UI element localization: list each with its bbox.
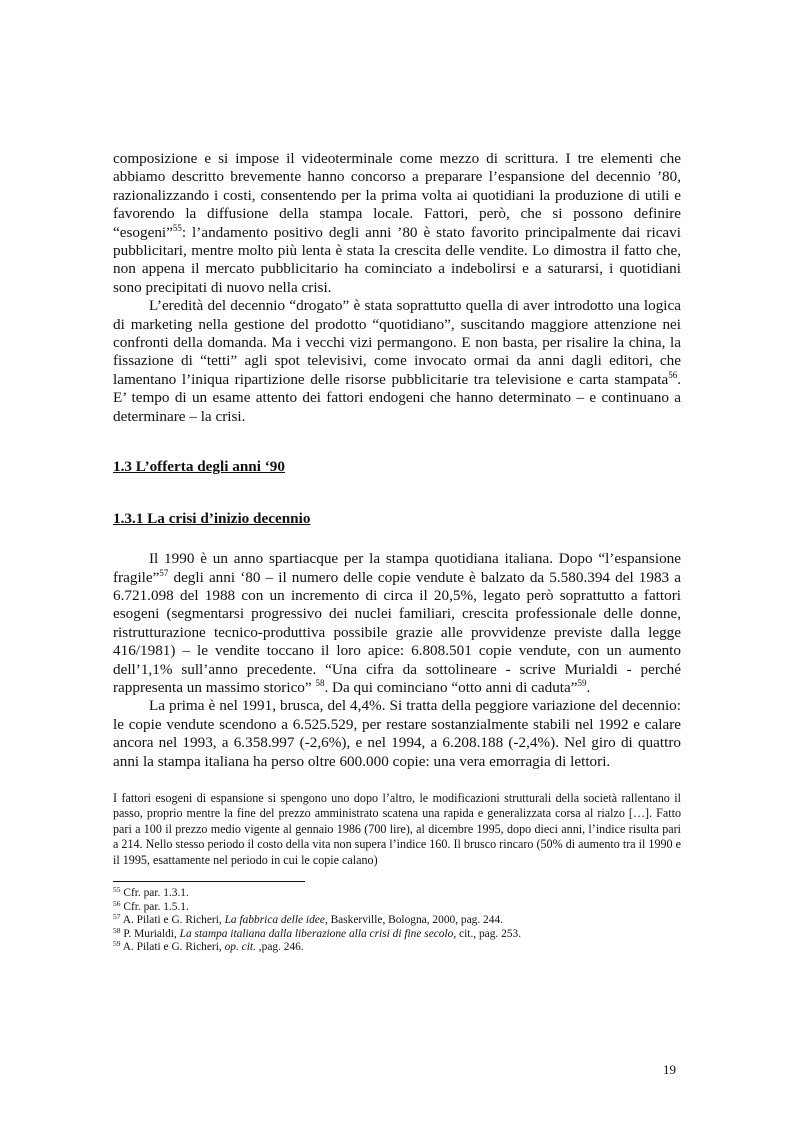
footnote-ref-59[interactable]: 59 (577, 677, 587, 688)
paragraph-text: . Da qui cominciano “otto anni di caduta” (324, 678, 578, 696)
footnote-58: $^{58}$ P. Murialdi, La stampa italiana dalla liberazione alla crisi di fine secolo, cit., pag. 253. (113, 925, 522, 940)
footnote-ref-55[interactable]: 55 (172, 222, 182, 233)
paragraph-text: . E’ tempo di un esame attento dei fattori endogeni che hanno determinato – e continuano a determinare – la crisi. (113, 370, 681, 425)
block-quote: I fattori esogeni di espansione si spengono uno dopo l’altro, le modificazioni strutturali della società rallentano il passo, proprio mentre la fine del prezzo amministrato scatena una rapida e generalizzata corsa al rialzo […]. Fatto pari a 100 il prezzo medio vigente al gennaio 1986 (700 lire), al dicembre 1995, dopo dieci anni, l’indice risulta pari a 214. Nello stesso periodo il costo della vita non supera l’indice 160. Il brusco rincaro (50% di aumento tra il 1990 e il 1995, esattamente nel periodo in cui le copie calano) (113, 790, 681, 867)
footnote-56: $^{56}$ Cfr. par. 1.5.1. (113, 898, 189, 913)
section-heading: 1.3 L’offerta degli anni ‘90 (113, 458, 285, 476)
footnote-ref-57[interactable]: 57 (159, 567, 169, 578)
paragraph-3 (113, 550, 681, 697)
footnote-57: $^{57}$ A. Pilati e G. Richeri, La fabbrica delle idee, Baskerville, Bologna, 2000, pag. 244. (113, 912, 503, 927)
paragraph-2 (113, 297, 681, 426)
paragraph-text: : l’andamento positivo degli anni ’80 è stato favorito principalmente dai ricavi pubblicitari, mentre molto più lenta è stata la crescita delle vendite. Lo dimostra il fatto che, non appena il mercato pubblicitario ha cominciato a indebolirsi e a saturarsi, i quotidiani sono precipitati di nuovo nella crisi. (113, 223, 681, 296)
subsection-heading: 1.3.1 La crisi d’inizio decennio (113, 510, 311, 528)
footnote-55: $^{55}$ Cfr. par. 1.3.1. (113, 885, 189, 899)
paragraph-4: La prima è nel 1991, brusca, del 4,4%. Si tratta della peggiore variazione del decennio: le copie vendute scendono a 6.525.529, per restare sostanzialmente stabili nel 1992 e calare ancora nel 1993, a 6.358.997 (-2,6%), e nel 1994, a 6.208.188 (-2,4%). Nel giro di quattro anni la stampa italiana ha perso oltre 600.000 copie: una vera emorragia di lettori. (113, 697, 681, 770)
footnote-ref-56[interactable]: 56 (668, 369, 678, 380)
footnote-ref-58[interactable]: 58 (315, 677, 325, 688)
paragraph-text: composizione e si impose il videoterminale come mezzo di scrittura. I tre elementi che abbiamo descritto brevemente hanno concorso a preparare l’espansione del decennio ’80, razionalizzando i costi, consentendo per la prima volta ai quotidiani la produzione di utili e favorendo la diffusione della stampa locale. Fattori, però, che si possono definire “esogeni” (113, 150, 681, 241)
paragraph-text: Il 1990 è un anno spartiacque per la stampa quotidiana italiana. Dopo “l’espansione fragile” (113, 550, 681, 586)
footnotes (113, 887, 681, 955)
footnote-59: $^{59}$ A. Pilati e G. Richeri, op. cit. ,pag. 246. (113, 939, 304, 954)
paragraph-text: degli anni ‘80 – il numero delle copie vendute è balzato da 5.580.394 del 1983 a 6.721.098 del 1988 con un incremento di circa il 20,5%, legato però soprattutto a fattori esogeni (segmentarsi progressivo dei nuclei familiari, crescita professionale delle donne, ristrutturazione tecnico-produttiva possibile grazie alle provvidenze previste dalla legge 416/1981) – le vendite toccano il loro apice: 6.808.501 copie vendute, con un aumento dell’1,1% sull’anno precedente. “Una cifra da sottolineare - scrive Murialdi - perché rappresenta un massimo storico” (113, 568, 681, 696)
footnote-separator (113, 881, 305, 882)
paragraph-text: L’eredità del decennio “drogato” è stata soprattutto quella di aver introdotto una logica di marketing nella gestione del prodotto “quotidiano”, suscitando maggiore attenzione nei confronti della domanda. Ma i vecchi vizi permangono. E non basta, per risalire la china, la fissazione di “tetti” agli spot televisivi, come invocato ormai da anni dagli editori, che lamentano l’iniqua ripartizione delle risorse pubblicitarie tra televisione e carta stampata (113, 297, 681, 388)
page-body (113, 150, 681, 955)
paragraph-text: . (586, 678, 591, 696)
paragraph-1 (113, 150, 681, 297)
page-number: 19 (663, 1062, 676, 1077)
